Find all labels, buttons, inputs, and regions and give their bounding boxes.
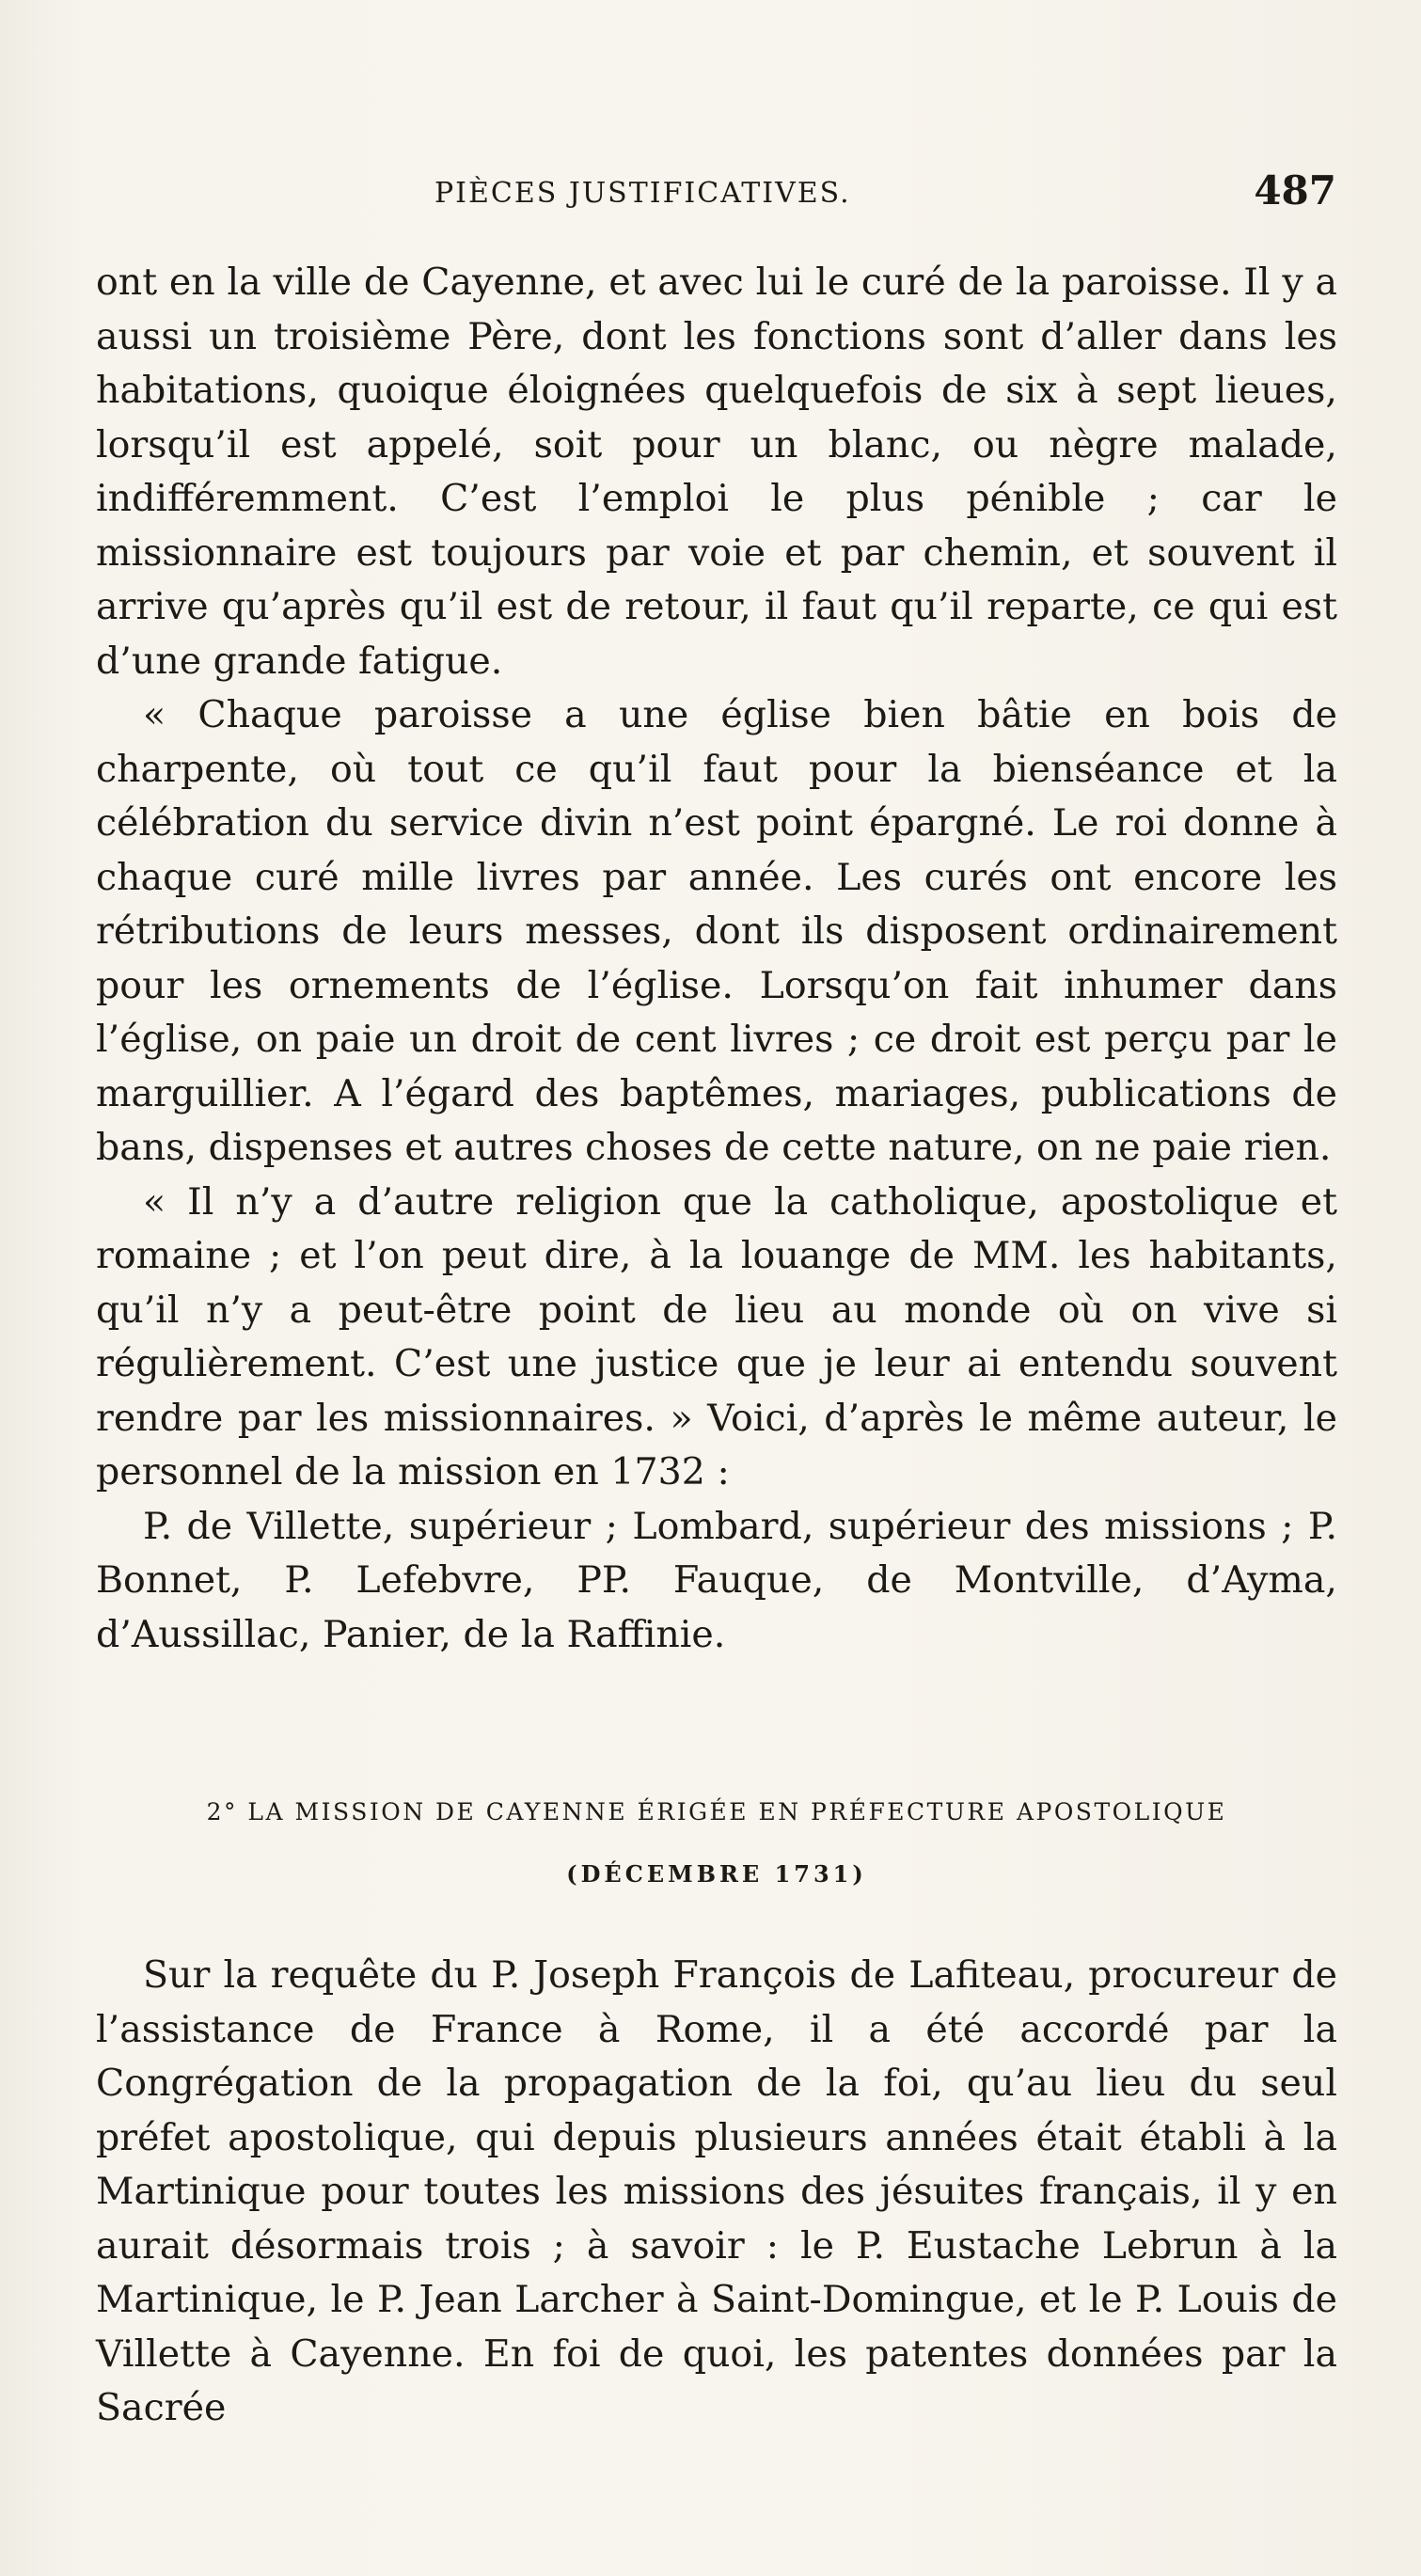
page-number: 487	[1254, 167, 1336, 213]
section-heading: 2° LA MISSION DE CAYENNE ÉRIGÉE EN PRÉFECTURE APOSTOLIQUE	[206, 1798, 1227, 1825]
paragraph-quote-religion: « Il n’y a d’autre religion que la catholique, apostolique et romaine ; et l’on peut dire, à la louange de MM. les habitants, qu’il n’y a peut-être point de lieu au monde où on vive si régulièrement. C’est une justice que je leur ai entendu souvent rendre par les missionnaires. » Voici, d’après le même auteur, le personnel de la mission en 1732 :	[96, 1179, 1337, 1493]
section-body	[96, 1949, 1337, 2436]
main-text-block	[96, 256, 1337, 1662]
paragraph-quote-churches: « Chaque paroisse a une église bien bâtie en bois de charpente, où tout ce qu’il faut pour la bienséance et la célébration du service divin n’est point épargné. Le roi donne à chaque curé mille livres par année. Les curés ont encore les rétributions de leurs messes, dont ils disposent ordinairement pour les ornements de l’église. Lorsqu’on fait inhumer dans l’église, on paie un droit de cent livres ; ce droit est perçu par le marguillier. A l’égard des baptêmes, mariages, publications de bans, dispenses et autres choses de cette nature, on ne paie rien.	[96, 693, 1337, 1169]
paragraph-personnel: P. de Villette, supérieur ; Lombard, supérieur des missions ; P. Bonnet, P. Lefebvre, PP. Fauque, de Montville, d’Ayma, d’Aussillac, Panier, de la Raffinie.	[96, 1504, 1337, 1656]
section-date: (DÉCEMBRE 1731)	[566, 1860, 867, 1888]
running-head: PIÈCES JUSTIFICATIVES.	[434, 177, 851, 210]
paragraph-continuation: ont en la ville de Cayenne, et avec lui le curé de la paroisse. Il y a aussi un troisième Père, dont les fonctions sont d’aller dans les habitations, quoique éloignées quelquefois de six à sept lieues, lorsqu’il est appelé, soit pour un blanc, ou nègre malade, indifféremment. C’est l’emploi le plus pénible ; car le missionnaire est toujours par voie et par chemin, et souvent il arrive qu’après qu’il est de retour, il faut qu’il reparte, ce qui est d’une grande fatigue.	[96, 261, 1337, 683]
page-header	[96, 167, 1336, 224]
paragraph-lafiteau: Sur la requête du P. Joseph François de Lafiteau, procureur de l’assistance de France à Rome, il a été accordé par la Congrégation de la propagation de la foi, qu’au lieu du seul préfet apostolique, qui depuis plusieurs années était établi à la Martinique pour toutes les missions des jésuites français, il y en aurait désormais trois ; à savoir : le P. Eustache Lebrun à la Martinique, le P. Jean Larcher à Saint-Domingue, et le P. Louis de Villette à Cayenne. En foi de quoi, les patentes données par la Sacrée	[96, 1953, 1337, 2429]
